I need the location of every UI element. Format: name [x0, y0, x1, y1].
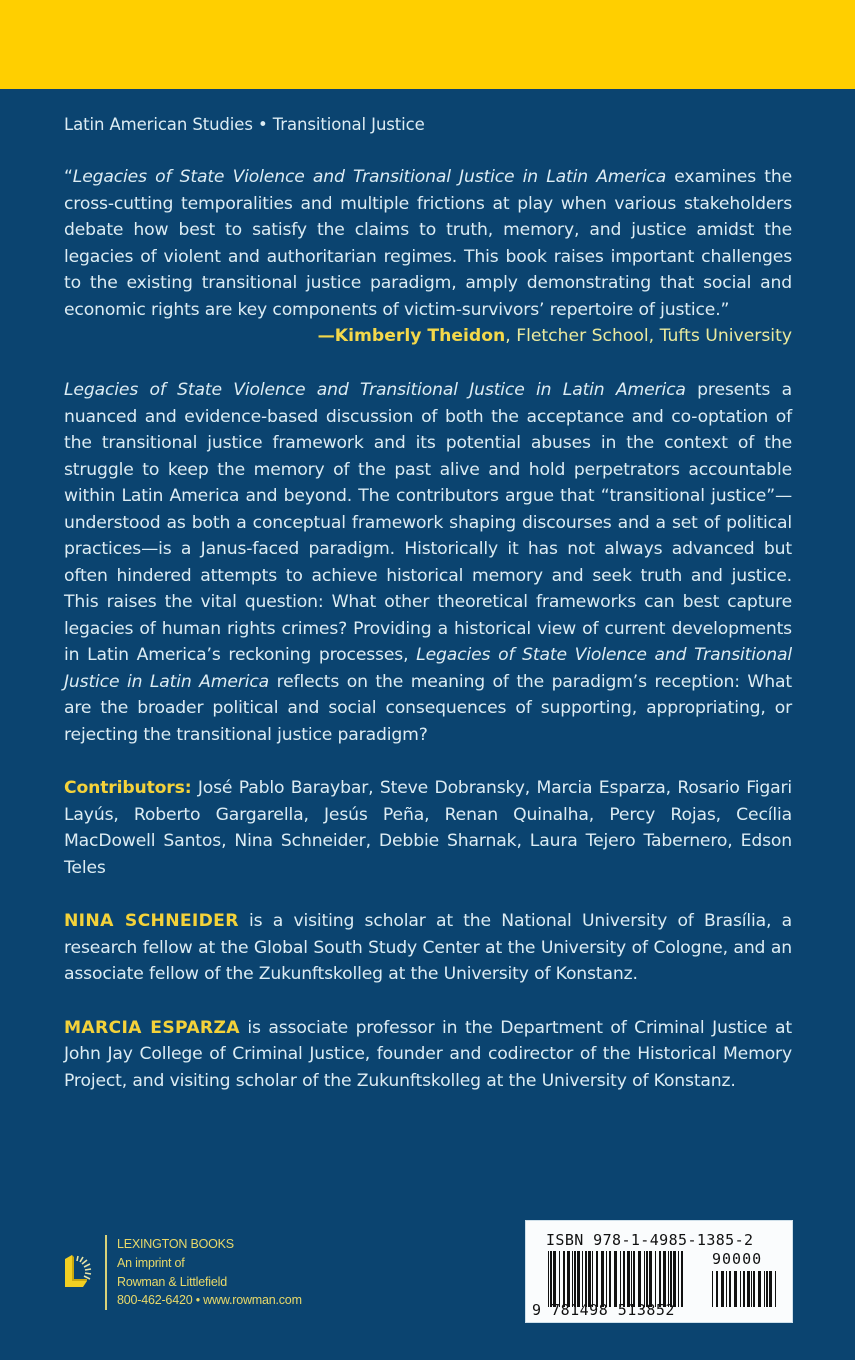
logo-divider [105, 1235, 107, 1310]
publisher-text [117, 1235, 302, 1310]
barcode-bar [550, 1251, 552, 1307]
barcode-bar [592, 1251, 593, 1307]
barcode-bar [729, 1271, 731, 1307]
barcode-bar [716, 1271, 718, 1307]
barcode-bar [631, 1251, 632, 1307]
barcode-bar [721, 1271, 724, 1307]
subject-categories: Latin American Studies • Transitional Justice [64, 115, 425, 134]
barcode-bar [553, 1251, 556, 1307]
endorsement-quote [64, 164, 792, 323]
barcode-bar [764, 1271, 765, 1307]
barcode-bar [609, 1251, 611, 1307]
editor-bio [64, 908, 792, 988]
contributors-names: José Pablo Baraybar, Steve Dobransky, Marcia Esparza, Rosario Figari Layús, Roberto Gargarella, Jesús Peña, Renan Quinalha, Percy Rojas, Cecília MacDowell Santos, Nina Schneider, Debbie Sharnak, Laura Tejero Tabernero, Edson Teles [64, 778, 792, 878]
barcode-bar [659, 1251, 661, 1307]
barcode-bar [726, 1271, 727, 1307]
editor-bio [64, 1015, 792, 1095]
barcode-bar [751, 1271, 752, 1307]
barcode-bar [633, 1251, 635, 1307]
barcode-bar [588, 1251, 591, 1307]
barcode-bar [758, 1271, 761, 1307]
isbn-label: ISBN 978-1-4985-1385-2 [546, 1231, 754, 1249]
barcode-bar [712, 1271, 713, 1307]
back-cover-content [64, 112, 792, 1094]
quote-book-title: Legacies of State Violence and Transitional Justice in Latin America [72, 167, 667, 187]
barcode-bar [559, 1251, 560, 1307]
barcode-bar [681, 1251, 683, 1307]
barcode-bar [596, 1251, 598, 1307]
barcode-bar [623, 1251, 625, 1307]
barcode-bar [663, 1251, 666, 1307]
barcode-bar [670, 1251, 672, 1307]
barcode-bar [620, 1251, 621, 1307]
barcode-bar [563, 1251, 565, 1307]
barcode-bar [601, 1251, 604, 1307]
publisher-name: LEXINGTON BOOKS [117, 1237, 234, 1251]
barcode-bar [585, 1251, 587, 1307]
barcode-bar [740, 1271, 741, 1307]
barcode-bar [638, 1251, 641, 1307]
contributors-list [64, 775, 792, 881]
barcode-bar [574, 1251, 576, 1307]
barcode-bar [753, 1271, 755, 1307]
barcode-bar [572, 1251, 573, 1307]
endorser-name: —Kimberly Theidon [317, 326, 506, 346]
quote-open-mark: “ [64, 167, 73, 187]
lexington-l-sunburst-icon [63, 1253, 103, 1293]
barcode-bar [769, 1271, 772, 1307]
description-text-2: reflects on the meaning of the paradigm’s reception: What are the broader political and social consequences of supporting, appropriating, or rejecting the transitional justice paradigm? [64, 671, 792, 745]
barcode-bar [649, 1251, 652, 1307]
barcode-bar [734, 1271, 737, 1307]
barcode-bar [567, 1251, 570, 1307]
barcode-bar [747, 1271, 750, 1307]
barcode-bar [548, 1251, 549, 1307]
barcode-bar [614, 1251, 617, 1307]
contributors-label: Contributors: [64, 778, 192, 798]
publisher-imprint [63, 1235, 343, 1315]
barcode-bar [644, 1251, 645, 1307]
barcode-bar [766, 1271, 768, 1307]
editor-bio-text: is associate professor in the Department of Criminal Justice at John Jay College of Criminal Justice, founder and codirector of the Historical Memory Project, and visiting scholar of the Zukunftskolleg at the University of Konstanz. [64, 1017, 793, 1091]
barcode-bar [582, 1251, 583, 1307]
barcode-bar [678, 1251, 679, 1307]
barcode-bar [673, 1251, 676, 1307]
isbn-barcode [525, 1220, 793, 1323]
barcode-bar [627, 1251, 630, 1307]
barcode-bar [606, 1251, 607, 1307]
price-code: 90000 [712, 1250, 763, 1268]
description-text-1: presents a nuanced and evidence-based discussion of both the acceptance and co-optation of the transitional justice framework and its potential abuses in the context of the struggle to keep the memory of the past alive and hold perpetrators accountable within Latin America and beyond. The contributors argue that “transitional justice”—understood as both a conceptual framework shaping discourses and a set of political practices—is a Janus-faced paradigm. Historically it has not always advanced but often hindered attempts to achieve historical memory and seek truth and justice. This raises the vital question: What other theoretical frameworks can best capture legacies of human rights crimes? Providing a historical view of current developments in Latin America’s reckoning processes, [64, 380, 792, 665]
editor-bio-text: is a visiting scholar at the National University of Brasília, a research fellow at the Global South Study Center at the University of Cologne, and an associate fellow of the Zukunftskolleg at the University of Konstanz. [64, 911, 792, 984]
barcode-bar [577, 1251, 580, 1307]
endorser-affiliation: , Fletcher School, Tufts University [505, 326, 792, 346]
barcode-bar [775, 1271, 776, 1307]
quote-body: examines the cross-cutting temporalities and multiple frictions at play when various stakeholders debate how best to satisfy the claims to truth, memory, and justice amidst the legacies of violent and authoritarian regimes. This book raises important challenges to the existing transitional justice paradigm, amply demonstrating that social and economic rights are key components of victim-survivors’ repertoire of justice.” [64, 167, 793, 320]
publisher-contact: 800-462-6420 • www.rowman.com [117, 1293, 302, 1308]
description-book-title-2: Legacies of State Violence and Transitional Justice in Latin America [64, 645, 792, 692]
publisher-parent: Rowman & Littlefield [117, 1274, 227, 1289]
endorsement-attribution [64, 323, 792, 349]
barcode-bar [668, 1251, 669, 1307]
publisher-imprint-of: An imprint of [117, 1255, 185, 1270]
ean-digits: 9 781498 513852 [532, 1301, 675, 1319]
barcode-bar [646, 1251, 648, 1307]
book-description [64, 377, 792, 748]
barcode-bar [655, 1251, 656, 1307]
barcode-bar [743, 1271, 745, 1307]
description-book-title-1: Legacies of State Violence and Transitional Justice in Latin America [64, 380, 686, 400]
editor-name: NINA SCHNEIDER [64, 911, 239, 931]
editor-name: MARCIA ESPARZA [64, 1017, 240, 1038]
top-color-band [0, 0, 855, 89]
